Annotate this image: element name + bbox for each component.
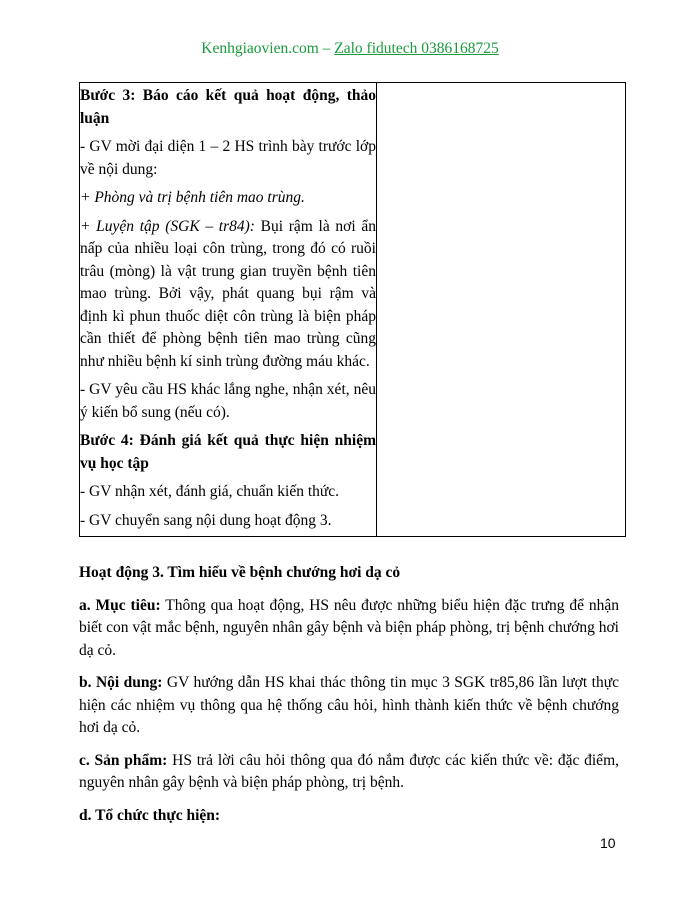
product-paragraph <box>79 750 619 795</box>
step4-title: Bước 4: Đánh giá kết quả thực hiện nhiệm vụ học tập <box>80 432 376 472</box>
step3-title: Bước 3: Báo cáo kết quả hoạt động, thảo luận <box>80 87 376 127</box>
page-header <box>0 40 700 58</box>
site-name: Kenhgiaovien.com <box>201 40 319 57</box>
content-text: GV hướng dẫn HS khai thác thông tin mục 3 SGK tr85,86 lần lượt thực hiện các nhiệm vụ thông qua hệ thống câu hỏi, hình thành kiến thức về bệnh chướng hơi dạ cỏ. <box>79 674 619 736</box>
activity-title: Hoạt động 3. Tìm hiểu về bệnh chướng hơi dạ cỏ <box>79 564 401 581</box>
step3-paragraph-4: - GV yêu cầu HS khác lắng nghe, nhận xét, nêu ý kiến bổ sung (nếu có). <box>80 381 376 421</box>
activity-section <box>79 562 619 837</box>
step3-paragraph-1: - GV mời đại diện 1 – 2 HS trình bày trước lớp về nội dung: <box>80 138 376 178</box>
exercise-label: + Luyện tập (SGK – tr84): <box>80 217 255 235</box>
table-right-cell <box>376 83 625 537</box>
content-paragraph <box>79 672 619 740</box>
table-left-cell <box>80 83 377 537</box>
step3-paragraph-3 <box>80 216 376 374</box>
page-number: 10 <box>600 835 616 851</box>
step4-paragraph-2: - GV chuyển sang nội dung hoạt động 3. <box>80 511 332 529</box>
exercise-text: Bụi rậm là nơi ẩn nấp của nhiều loại côn trùng, trong đó có ruồi trâu (mòng) là vật trung gian truyền bệnh tiên mao trùng. Bởi vậy, phát quang bụi rậm và định kì phun thuốc diệt côn trùng là biện pháp cần thiết để phòng bệnh tiên mao trùng cũng như nhiều bệnh kí sinh trùng đường máu khác. <box>80 217 376 370</box>
step4-paragraph-1: - GV nhận xét, đánh giá, chuẩn kiến thức. <box>80 483 340 500</box>
activity-table <box>79 82 626 537</box>
product-label: c. Sản phẩm: <box>79 751 168 769</box>
step3-paragraph-2: + Phòng và trị bệnh tiên mao trùng. <box>80 189 305 206</box>
organization-heading: d. Tổ chức thực hiện: <box>79 806 221 824</box>
contact-link[interactable]: Zalo fidutech 0386168725 <box>334 40 499 57</box>
product-text: HS trả lời câu hỏi thông qua đó nắm được các kiến thức về: đặc điểm, nguyên nhân gây bệnh và biện pháp phòng, trị bệnh. <box>79 751 619 791</box>
content-label: b. Nội dung: <box>79 674 163 691</box>
header-separator: – <box>318 40 335 57</box>
objective-paragraph <box>79 595 619 663</box>
objective-text: Thông qua hoạt động, HS nêu được những biểu hiện đặc trưng để nhận biết con vật mắc bệnh, nguyên nhân gây bệnh và biện pháp phòng, trị bệnh chướng hơi dạ cỏ. <box>79 596 619 659</box>
objective-label: a. Mục tiêu: <box>79 596 161 614</box>
